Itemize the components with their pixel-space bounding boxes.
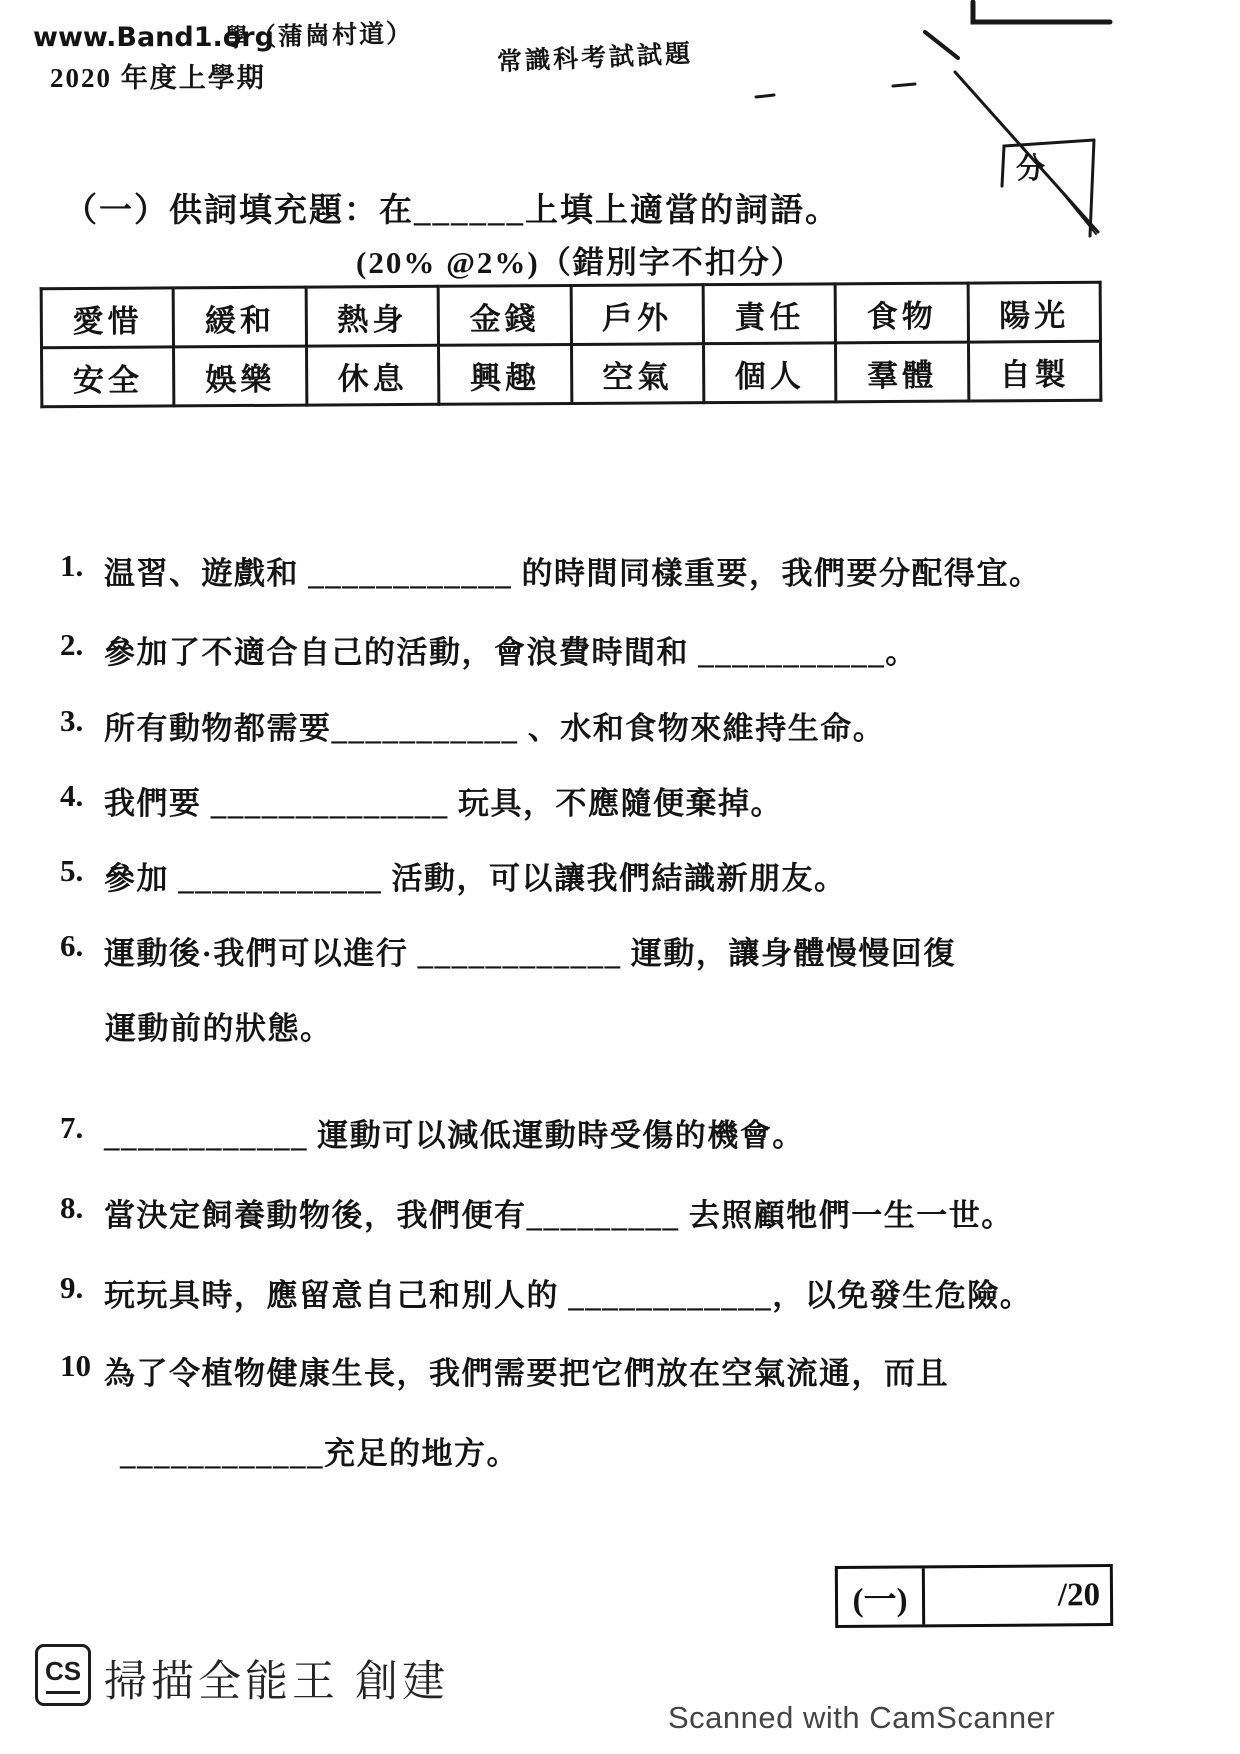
question-number: 7.: [60, 1110, 84, 1145]
question-text: 參加了不適合自己的活動，會浪費時間和 ___________。: [104, 635, 918, 670]
question-row: [60, 703, 885, 748]
word-bank-cell: 熱身: [306, 286, 439, 346]
score-box-label: (一): [838, 1568, 925, 1625]
section-subheading: (20% @2%)（錯別字不扣分）: [356, 245, 804, 280]
question-row: [60, 627, 918, 672]
question-text: 温習、遊戲和 ____________ 的時間同樣重要，我們要分配得宜。: [104, 556, 1042, 591]
word-bank-cell: 空氣: [571, 344, 704, 404]
word-bank-row: [42, 341, 1101, 406]
word-bank: [40, 281, 1103, 408]
question-text: 當決定飼養動物後，我們便有_________ 去照顧牠們一生一世。: [104, 1198, 1014, 1233]
question-continuation: [120, 1428, 519, 1473]
word-bank-body: [41, 282, 1101, 406]
question-text: ____________ 運動可以減低運動時受傷的機會。: [104, 1118, 805, 1153]
word-bank-cell: 金錢: [438, 286, 571, 346]
question-number: 5.: [60, 853, 84, 888]
camscanner-logo-text: CS: [44, 1656, 82, 1686]
word-bank-cell: 食物: [835, 283, 968, 343]
question-continuation: [105, 1003, 333, 1048]
school-term: 2020 年度上學期: [50, 63, 266, 93]
footer-created-text: 掃描全能王 創建: [104, 1658, 449, 1706]
exam-title: 常識科考試試題: [496, 40, 694, 77]
word-bank-cell: 安全: [42, 347, 175, 407]
score-box: [835, 1564, 1113, 1628]
score-box-value: /20: [1057, 1576, 1101, 1613]
question-text: 參加 ____________ 活動，可以讓我們結識新朋友。: [104, 861, 847, 896]
camscanner-logo-icon: [35, 1644, 91, 1706]
camscanner-watermark: Scanned with CamScanner: [668, 1700, 1056, 1735]
word-bank-cell: 責任: [703, 284, 836, 344]
word-bank-cell: 休息: [306, 345, 439, 405]
question-row: [60, 1270, 1032, 1315]
corner-score-mark: 分: [1016, 153, 1046, 185]
word-bank-cell: 陽光: [968, 282, 1101, 342]
site-url: www.Band1.org: [33, 22, 274, 53]
question-text: ____________充足的地方。: [120, 1436, 519, 1471]
word-bank-cell: 個人: [703, 343, 836, 403]
question-text: 運動前的狀態。: [105, 1011, 333, 1046]
question-row: [60, 1110, 805, 1155]
question-number: 1.: [60, 548, 84, 583]
question-row: [60, 1190, 1014, 1235]
question-row: [60, 1348, 949, 1393]
question-number: 2.: [60, 627, 84, 662]
question-text: 運動後·我們可以進行 ____________ 運動，讓身體慢慢回復: [104, 936, 956, 971]
word-bank-row: [41, 282, 1100, 347]
question-number: 3.: [60, 703, 84, 738]
question-number: 6.: [60, 928, 84, 963]
question-number: 9.: [60, 1270, 84, 1305]
question-row: [60, 548, 1042, 593]
word-bank-cell: 愛惜: [41, 288, 174, 348]
question-text: 我們要 ______________ 玩具，不應隨便棄掉。: [104, 786, 783, 821]
camscanner-logo-bar: [46, 1691, 80, 1694]
question-row: [60, 778, 783, 823]
word-bank-cell: 緩和: [174, 287, 307, 347]
word-bank-cell: 興趣: [439, 345, 572, 405]
question-text: 所有動物都需要___________ 、水和食物來維持生命。: [104, 711, 886, 746]
word-bank-cell: 自製: [968, 341, 1101, 401]
question-row: [60, 928, 956, 973]
section-heading: （一）供詞填充題：在______上填上適當的詞語。: [64, 193, 840, 229]
question-row: [60, 853, 847, 898]
question-text: 為了令植物健康生長，我們需要把它們放在空氣流通，而且: [104, 1356, 949, 1391]
word-bank-cell: 戶外: [571, 285, 704, 345]
question-number: 4.: [60, 778, 84, 813]
word-bank-cell: 娛樂: [174, 346, 307, 406]
question-number: 10: [60, 1348, 91, 1383]
question-text: 玩玩具時，應留意自己和別人的 ____________，以免發生危險。: [104, 1278, 1033, 1313]
word-bank-cell: 羣體: [836, 342, 969, 402]
question-number: 8.: [60, 1190, 84, 1225]
school-name: 學（蒲崗村道）: [223, 20, 414, 53]
